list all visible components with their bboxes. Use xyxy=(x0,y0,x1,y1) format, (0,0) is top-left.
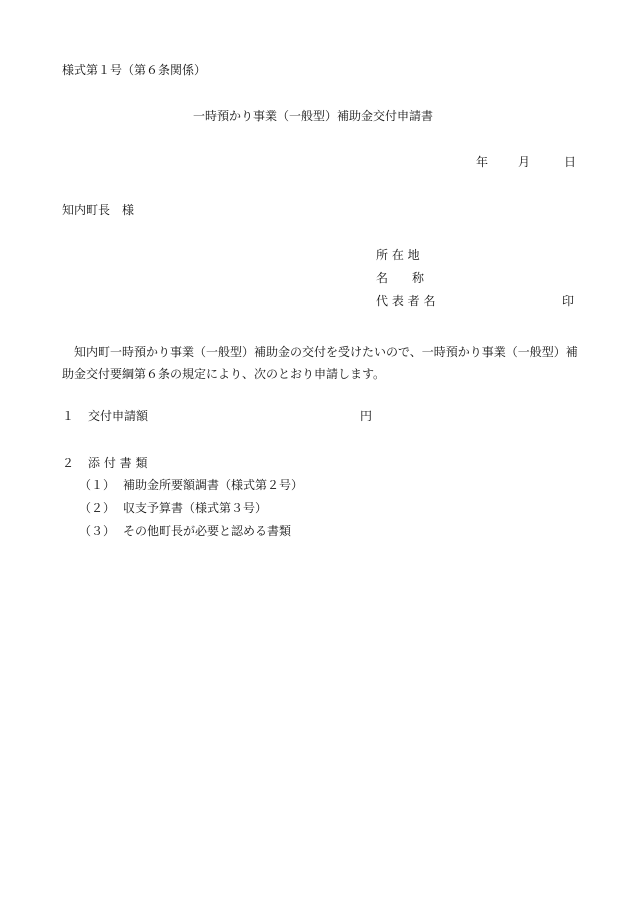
attachment-number: （３） xyxy=(79,524,116,538)
addressee-name: 知内町長 xyxy=(62,203,111,217)
attachment-number: （１） xyxy=(79,478,116,492)
attachment-text: 補助金所要額調書（様式第２号） xyxy=(123,478,304,492)
amount-unit: 円 xyxy=(360,409,373,423)
item-1 xyxy=(62,410,148,422)
form-number: 様式第１号（第６条関係） xyxy=(62,63,207,77)
date-month-label: 月 xyxy=(518,155,531,169)
attachment-item xyxy=(79,525,291,537)
date-day-label: 日 xyxy=(564,155,577,169)
document-title: 一時預かり事業（一般型）補助金交付申請書 xyxy=(193,109,434,123)
body-paragraph: 知内町一時預かり事業（一般型）補助金の交付を受けたいので、一時預かり事業（一般型）補助金交付要綱第６条の規定により、次のとおり申請します。 xyxy=(62,345,578,381)
attachment-item xyxy=(79,502,267,514)
item-2-label: 添 付 書 類 xyxy=(88,456,148,470)
applicant-name-label: 名 称 xyxy=(376,271,425,285)
attachment-text: その他町長が必要と認める書類 xyxy=(123,524,292,538)
attachment-item xyxy=(79,479,303,491)
applicant-address-label: 所 在 地 xyxy=(376,248,420,262)
addressee-honorific: 様 xyxy=(122,203,135,217)
addressee xyxy=(62,204,134,216)
item-2-number: ２ xyxy=(62,456,75,470)
applicant-representative-label: 代 表 者 名 xyxy=(376,294,436,308)
seal-mark: 印 xyxy=(562,294,575,308)
item-1-number: １ xyxy=(62,409,75,423)
item-2 xyxy=(62,457,147,469)
item-1-label: 交付申請額 xyxy=(88,409,149,423)
date-year-label: 年 xyxy=(476,155,489,169)
attachment-number: （２） xyxy=(79,501,116,515)
attachment-text: 収支予算書（様式第３号） xyxy=(123,501,268,515)
